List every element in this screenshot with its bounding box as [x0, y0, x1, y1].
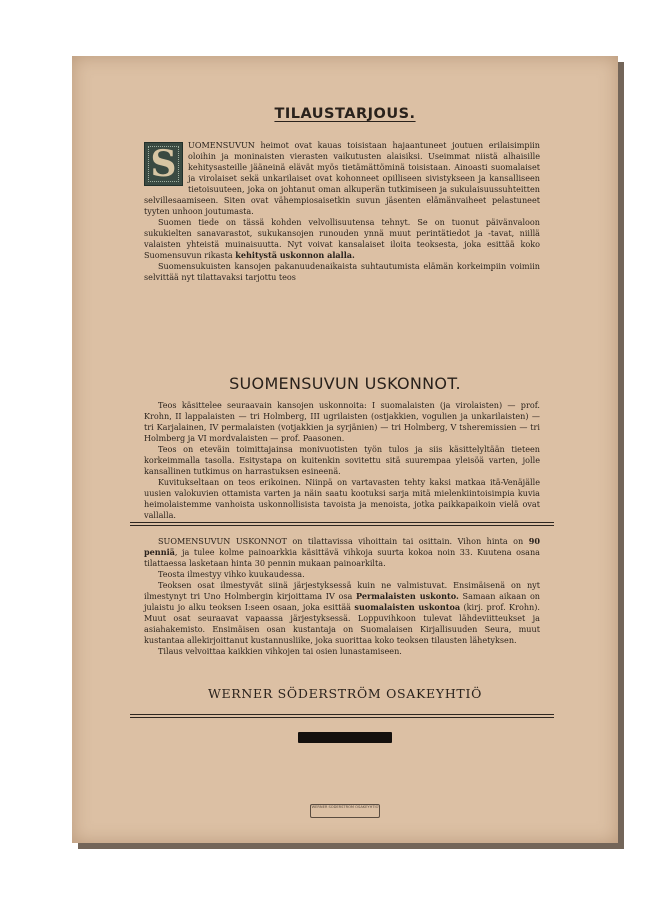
divider-rule — [130, 717, 554, 718]
black-label-bar — [298, 732, 392, 743]
price-emphasis: 90 penniä — [144, 536, 540, 557]
contents-paragraph-3: Kuvitukseltaan on teos erikoinen. Niinpä on vartavasten tehty kaksi matkaa itä-Venäjälle uusien valokuvien ottamista varten ja näin saatu kootuksi sarja mitä mielenkiintoisimpia kuvia heimolaistemme vanhoista uskonnollisista tavoista ja menoista, jotka paikkapaikoin vielä ovat vallalla. — [144, 477, 540, 520]
intro-paragraph-3: Suomensukuisten kansojen pakanuudenaikaista suhtautumista elämän korkeimpiin voimiin selvittää nyt tilattavaksi tarjottu teos — [144, 261, 540, 282]
printer-stamp: WERNER SÖDERSTRÖM OSAKEYHTIÖ — [310, 804, 380, 818]
terms-text — [144, 536, 540, 657]
page-heading: TILAUSTARJOUS. — [274, 106, 416, 122]
intro-paragraph-1: UOMENSUVUN heimot ovat kauas toisistaan hajaantuneet joutuen erilaisimpiin oloihin ja moninaisten vierasten vaikutusten alaisiksi. Useimmat niistä alhaisille kehitysasteille jääneinä elävät myös tietämättöminä toisistaan. Ainoasti suomalaiset ja virolaiset sekä unkarilaiset ovat kohonneet opilliseen sivistykseen ja kansalliseen tietoisuuteen, joka on johtanut oman alkuperän tutkimiseen ja sukulaisuussuhteitten selvillesaamiseen. Siten ovat vähempiosaisetkin suvun jäsenten elämänvaiheet pelastuneet tyyten unhoon joutumasta. — [144, 140, 540, 216]
contents-paragraph-1: Teos käsittelee seuraavain kansojen uskonnoita: I suomalaisten (ja virolaisten) — prof. Krohn, II lappalaisten — tri Holmberg, III ugrilaisten (ostjakkien, vogulien ja unkarilaisten) — tri Karjalainen, IV permalaisten (votjakkien ja syrjänien) — tri Holmberg, V tsheremissien — tri Holmberg ja VI mordvalaisten — prof. Paasonen. — [144, 400, 540, 443]
terms-paragraph-2: Teosta ilmestyy vihko kuukaudessa. — [158, 569, 305, 579]
intro-emphasis: kehitystä uskonnon alalla. — [235, 250, 355, 260]
intro-text — [144, 140, 540, 283]
terms-paragraph-4: Tilaus velvoittaa kaikkien vihkojen tai osien lunastamiseen. — [158, 646, 402, 656]
terms-paragraph-3: Teoksen osat ilmestyvät siinä järjestyksessä kuin ne valmistuvat. Ensimäisenä on nyt ilmestynyt tri Uno Holmbergin kirjoittama IV osa Permalaisten uskonto. Samaan aikaan on julaistu jo alku teoksen I:seen osaan, joka esittää suomalaisten uskontoa (kirj. prof. Krohn). Muut osat seuraavat vapaassa järjestyksessä. Loppuvihkoon tulevat lähdeviitteukset ja asiahakemisto. Ensimäisen osan kustantaja on Suomalaisen Kirjallisuuden Seura, muut kustantaa allekirjoittanut kustannusliike, joka suorittaa koko teoksen tilausten lähetyksen. — [144, 580, 541, 645]
divider-rule — [130, 522, 554, 523]
work-title: SUOMENSUVUN USKONNOT. — [229, 374, 461, 393]
contents-paragraph-2: Teos on eteväin toimittajainsa monivuotisten työn tulos ja siis käsittelyltään tieteen korkeimmalla tasolla. Esitystapa on kuitenkin sovitettu sitä suurempaa yleisöä varten, jolle kansallinen tutkimus on harrastuksen esineenä. — [144, 444, 540, 476]
publisher-name: WERNER SÖDERSTRÖM OSAKEYHTIÖ — [207, 686, 483, 701]
decorative-initial: S — [144, 142, 183, 186]
intro-paragraph-2: Suomen tiede on tässä kohden velvollisuutensa tehnyt. Se on tuonut päivänvaloon sukukielten sanavarastot, sukukansojen runouden ynnä muut perintätiedot ja -tavat, niillä valaisten yhteistä muinaisuutta. Nyt voivat kansalaiset iloita teoksesta, joka esittää koko Suomensuvun rikasta kehitystä uskonnon alalla. — [144, 217, 540, 260]
contents-text — [144, 400, 540, 521]
divider-rule — [130, 525, 554, 526]
back-cover — [72, 56, 618, 843]
terms-paragraph-1: SUOMENSUVUN USKONNOT on tilattavissa vihoittain tai osittain. Vihon hinta on 90 penniä, ja tulee kolme painoarkkia käsittävä vihkoja suurta kokoa noin 33. Kuutena osana tilattaessa lasketaan hinta 30 pennin mukaan painoarkilta. — [144, 536, 540, 568]
divider-rule — [130, 714, 554, 715]
